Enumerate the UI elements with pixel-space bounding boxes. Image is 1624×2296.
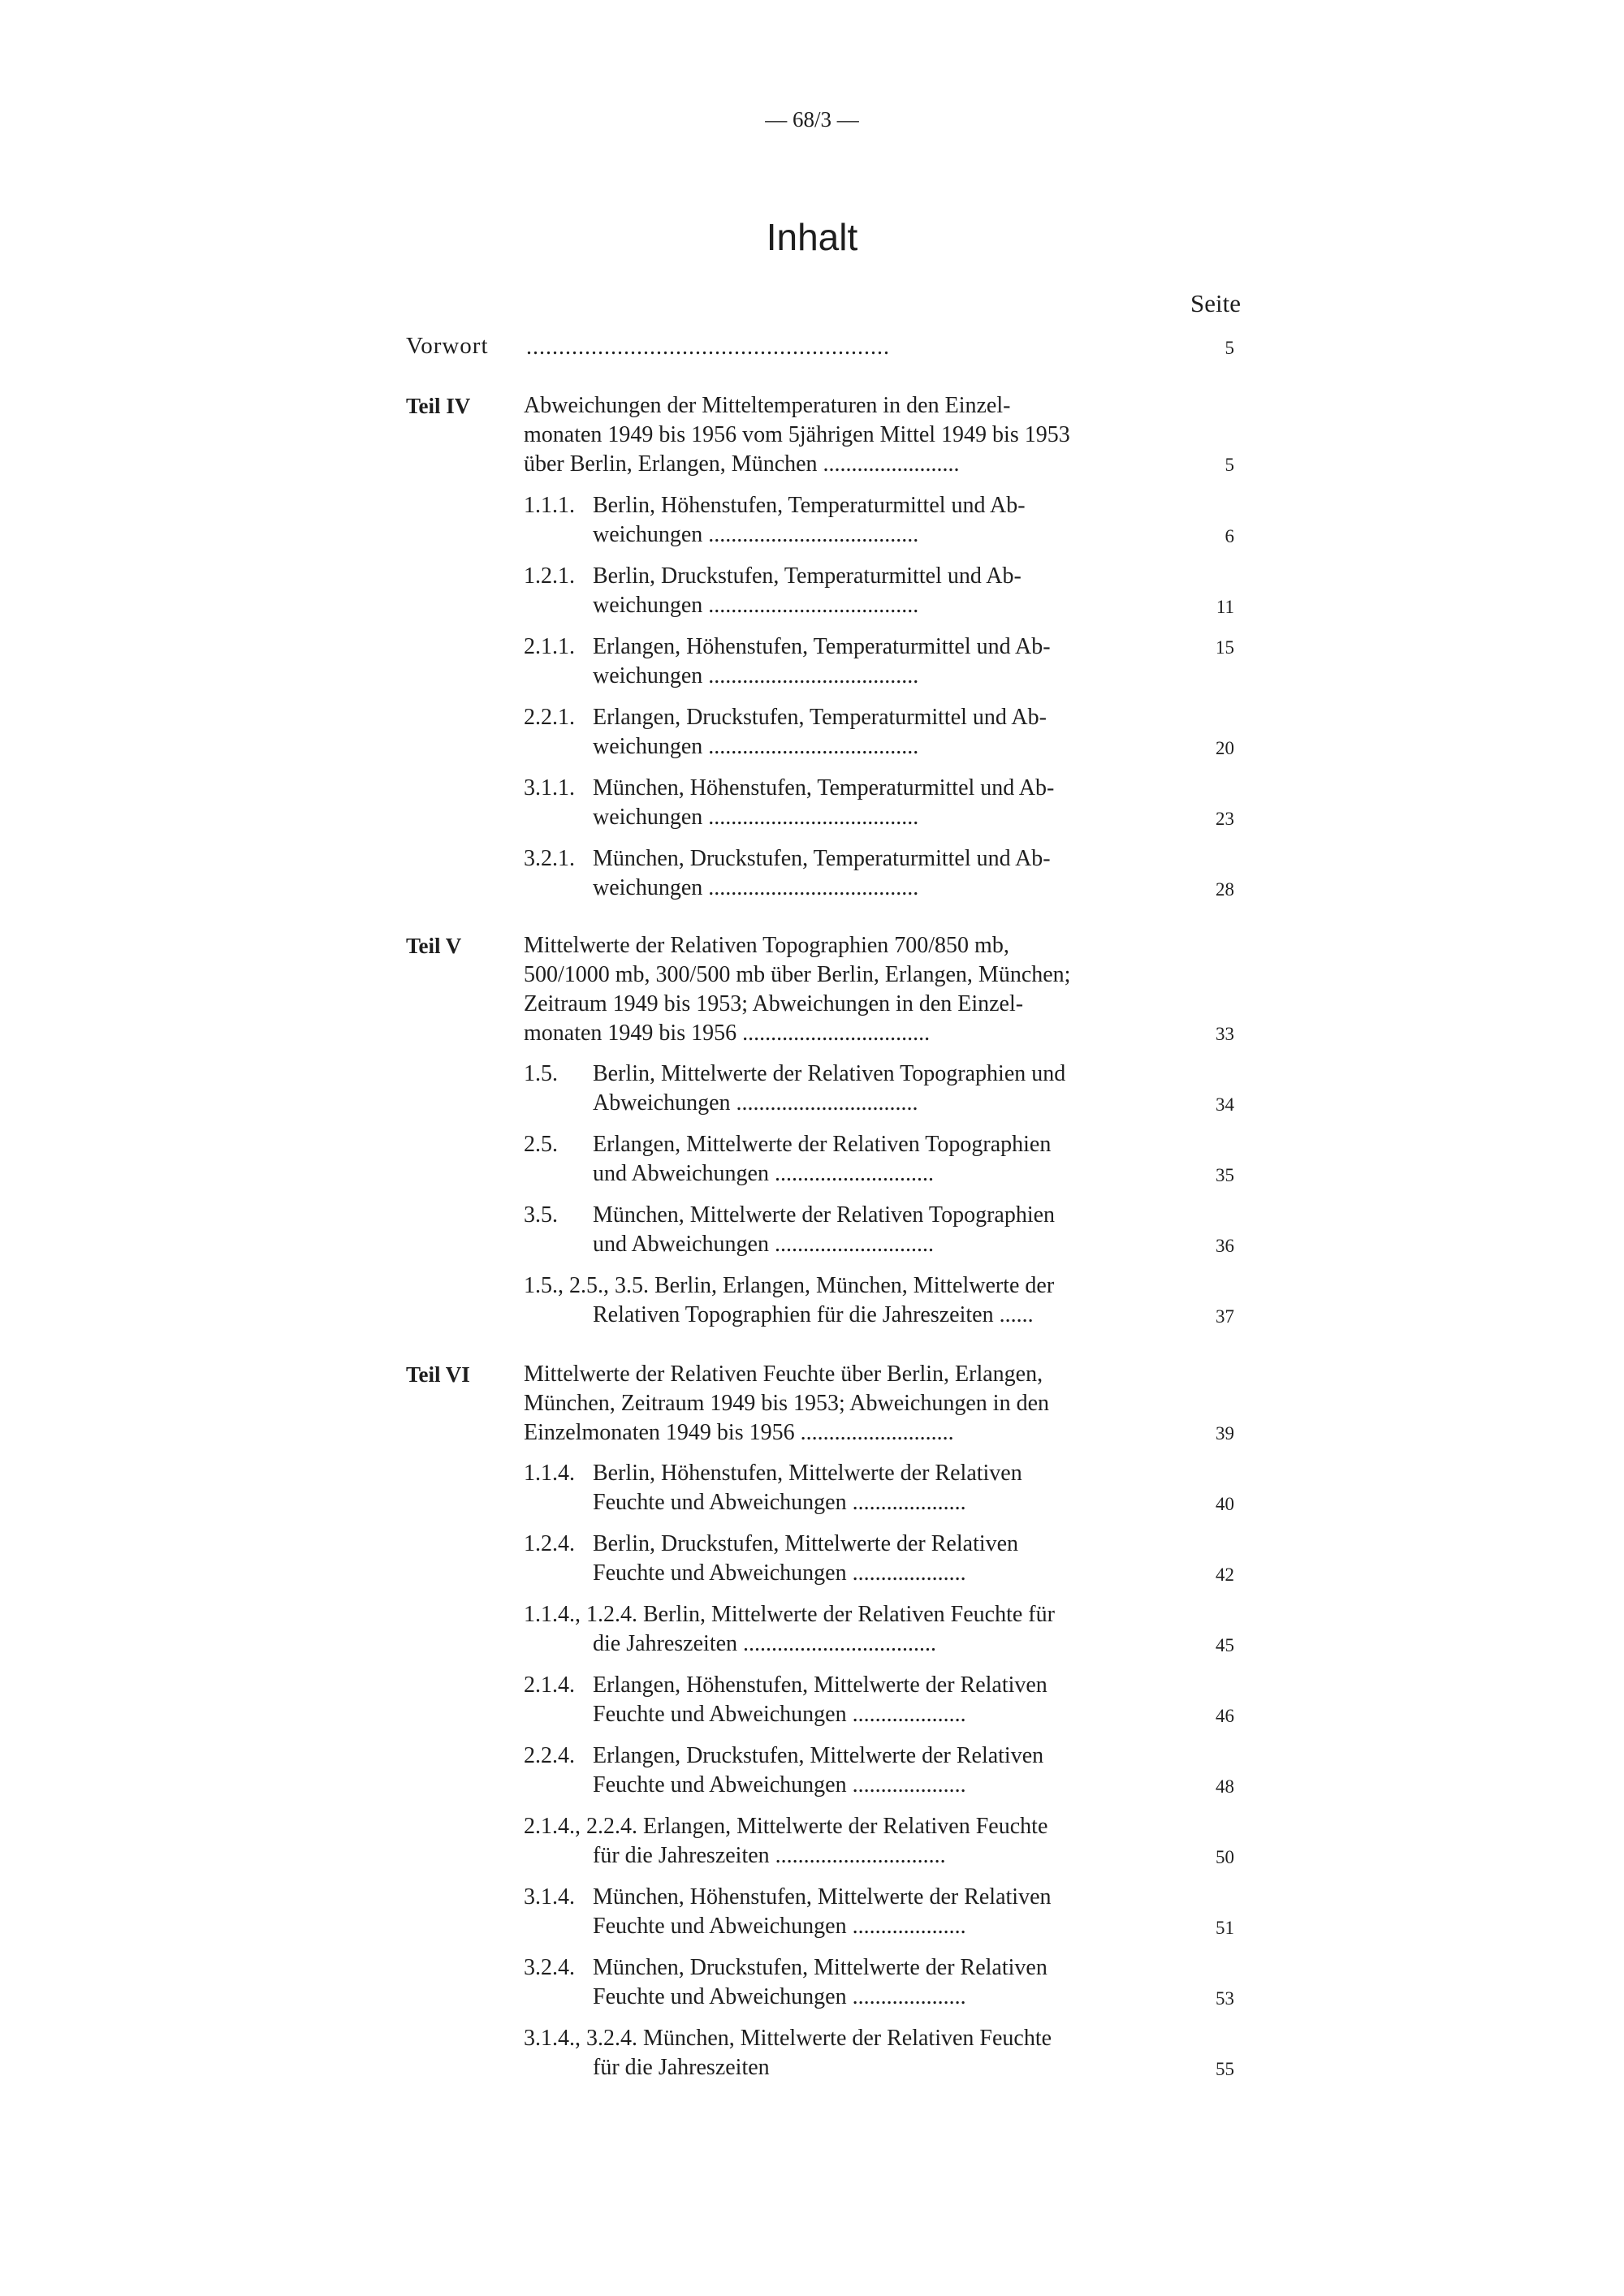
- entry-number: 2.1.4., 2.2.4.: [524, 1814, 637, 1839]
- toc-entry: [524, 491, 1194, 550]
- entry-title-cont: Feuchte und Abweichungen ....................: [593, 1984, 966, 2009]
- entry-title-cont: weichungen .....................................: [593, 805, 919, 830]
- entry-number: 1.1.1.: [524, 493, 575, 518]
- entry-title: Berlin, Druckstufen, Temperaturmittel und Ab-: [593, 563, 1021, 589]
- entry-title: München, Druckstufen, Temperaturmittel und Ab-: [593, 846, 1051, 871]
- entry-page: 6: [1224, 526, 1234, 546]
- teil-vi-page: 39: [1216, 1423, 1234, 1444]
- entry-page: 46: [1216, 1706, 1234, 1726]
- entry-title: Erlangen, Druckstufen, Temperaturmittel und Ab-: [593, 705, 1047, 730]
- entry-title: Erlangen, Mittelwerte der Relativen Topographien: [593, 1132, 1052, 1157]
- entry-title: München, Höhenstufen, Mittelwerte der Relativen: [593, 1884, 1052, 1910]
- entry-title: Berlin, Höhenstufen, Mittelwerte der Relativen: [593, 1461, 1022, 1486]
- text-line: Einzelmonaten 1949 bis 1956 ...........................: [524, 1420, 954, 1445]
- entry-title: München, Druckstufen, Mittelwerte der Relativen: [593, 1955, 1047, 1980]
- text-line: Zeitraum 1949 bis 1953; Abweichungen in den Einzel-: [524, 991, 1024, 1016]
- entry-title-cont: für die Jahreszeiten ..............................: [593, 1843, 946, 1868]
- entry-number: 2.2.1.: [524, 705, 575, 730]
- entry-number: 1.5.: [524, 1061, 558, 1086]
- toc-entry: [524, 1741, 1194, 1800]
- entry-title: Erlangen, Druckstufen, Mittelwerte der Relativen: [593, 1743, 1044, 1768]
- entry-title: München, Höhenstufen, Temperaturmittel und Ab-: [593, 775, 1055, 801]
- entry-title: Erlangen, Mittelwerte der Relativen Feuchte: [643, 1814, 1048, 1839]
- entry-title-cont: Feuchte und Abweichungen ....................: [593, 1772, 966, 1798]
- entry-number: 3.2.4.: [524, 1955, 575, 1980]
- entry-number: 1.1.4., 1.2.4.: [524, 1602, 637, 1627]
- entry-page: 28: [1216, 879, 1234, 900]
- entry-page: 37: [1216, 1306, 1234, 1327]
- entry-page: 55: [1216, 2059, 1234, 2079]
- teil-v-intro: [524, 931, 1194, 1048]
- entry-page: 36: [1216, 1236, 1234, 1256]
- entry-page: 53: [1216, 1988, 1234, 2009]
- entry-number: 3.1.1.: [524, 775, 575, 801]
- entry-title-cont: Feuchte und Abweichungen ....................: [593, 1914, 966, 1939]
- toc-entry: [524, 1130, 1194, 1189]
- entry-page: 48: [1216, 1776, 1234, 1797]
- teil-v-label: Teil V: [406, 934, 462, 958]
- text-line: Mittelwerte der Relativen Topographien 700/850 mb,: [524, 933, 1009, 958]
- entry-page: 35: [1216, 1165, 1234, 1185]
- teil-v-page: 33: [1216, 1024, 1234, 1044]
- toc-entry: [524, 1530, 1194, 1588]
- toc-entry: [524, 1201, 1194, 1259]
- entry-number: 3.2.1.: [524, 846, 575, 871]
- entry-title-cont: für die Jahreszeiten: [593, 2055, 770, 2080]
- text-line: Abweichungen der Mitteltemperaturen in den Einzel-: [524, 393, 1011, 418]
- toc-entry: [524, 2024, 1194, 2082]
- entry-title-cont: Feuchte und Abweichungen ....................: [593, 1490, 966, 1515]
- entry-number: 2.1.1.: [524, 634, 575, 659]
- entry-number: 1.2.1.: [524, 563, 575, 589]
- entry-number: 2.5.: [524, 1132, 558, 1157]
- vorwort-dots: ........................................................: [526, 334, 890, 360]
- entry-title: Erlangen, Höhenstufen, Temperaturmittel und Ab-: [593, 634, 1051, 659]
- toc-entry: [524, 703, 1194, 762]
- entry-page: 23: [1216, 809, 1234, 829]
- teil-iv-intro: [524, 391, 1194, 479]
- teil-vi-label: Teil VI: [406, 1362, 470, 1387]
- seite-column-header: Seite: [1190, 289, 1241, 317]
- toc-entry: [524, 1060, 1194, 1118]
- teil-iv-label: Teil IV: [406, 394, 471, 418]
- text-line: Mittelwerte der Relativen Feuchte über Berlin, Erlangen,: [524, 1362, 1043, 1387]
- entry-title: Berlin, Höhenstufen, Temperaturmittel und Ab-: [593, 493, 1026, 518]
- entry-title-cont: Feuchte und Abweichungen ....................: [593, 1702, 966, 1727]
- entry-number: 3.5.: [524, 1202, 558, 1228]
- toc-entry: [524, 1459, 1194, 1517]
- entry-page: 51: [1216, 1918, 1234, 1938]
- entry-page: 34: [1216, 1094, 1234, 1115]
- entry-title: Berlin, Mittelwerte der Relativen Topographien und: [593, 1061, 1066, 1086]
- toc-entry: [524, 844, 1194, 903]
- text-line: über Berlin, Erlangen, München ........................: [524, 451, 960, 477]
- entry-title-cont: und Abweichungen ............................: [593, 1161, 934, 1186]
- entry-title-cont: und Abweichungen ............................: [593, 1232, 934, 1257]
- vorwort-label: Vorwort: [406, 333, 489, 359]
- teil-vi-intro: [524, 1360, 1194, 1448]
- entry-title-cont: Feuchte und Abweichungen ....................: [593, 1560, 966, 1586]
- toc-entry: [524, 1671, 1194, 1729]
- entry-number: 2.2.4.: [524, 1743, 575, 1768]
- entry-number: 1.1.4.: [524, 1461, 575, 1486]
- vorwort-page: 5: [1224, 338, 1234, 358]
- text-line: monaten 1949 bis 1956 vom 5jährigen Mittel 1949 bis 1953: [524, 422, 1070, 447]
- text-line: 500/1000 mb, 300/500 mb über Berlin, Erlangen, München;: [524, 962, 1071, 987]
- entry-page: 42: [1216, 1564, 1234, 1585]
- toc-entry: [524, 1600, 1194, 1659]
- toc-entry: [524, 774, 1194, 832]
- entry-title-cont: weichungen .....................................: [593, 522, 919, 547]
- entry-title: München, Mittelwerte der Relativen Topographien: [593, 1202, 1056, 1228]
- entry-number: 1.5., 2.5., 3.5.: [524, 1273, 649, 1298]
- toc-entry: [524, 1271, 1194, 1330]
- teil-iv-page: 5: [1224, 455, 1234, 475]
- text-line: monaten 1949 bis 1956 .................................: [524, 1021, 931, 1046]
- entry-page: 50: [1216, 1847, 1234, 1867]
- toc-entry: [524, 1812, 1194, 1871]
- entry-title-cont: weichungen .....................................: [593, 875, 919, 900]
- entry-title: Berlin, Druckstufen, Mittelwerte der Relativen: [593, 1531, 1019, 1556]
- entry-title-cont: weichungen .....................................: [593, 663, 919, 688]
- entry-number: 1.2.4.: [524, 1531, 575, 1556]
- entry-title: München, Mittelwerte der Relativen Feuchte: [643, 2026, 1052, 2051]
- toc-entry: [524, 1953, 1194, 2012]
- entry-title-cont: Abweichungen ................................: [593, 1090, 918, 1116]
- entry-title-cont: weichungen .....................................: [593, 734, 919, 759]
- entry-number: 3.1.4.: [524, 1884, 575, 1910]
- entry-page: 20: [1216, 738, 1234, 758]
- entry-page: 45: [1216, 1635, 1234, 1655]
- page-number: — 68/3 —: [765, 107, 859, 132]
- entry-title-cont: weichungen .....................................: [593, 593, 919, 618]
- entry-page: 40: [1216, 1494, 1234, 1514]
- entry-title: Berlin, Mittelwerte der Relativen Feuchte für: [643, 1602, 1055, 1627]
- entry-title: Erlangen, Höhenstufen, Mittelwerte der Relativen: [593, 1672, 1047, 1698]
- toc-entry: [524, 1883, 1194, 1941]
- entry-number: 3.1.4., 3.2.4.: [524, 2026, 637, 2051]
- text-line: München, Zeitraum 1949 bis 1953; Abweichungen in den: [524, 1391, 1049, 1416]
- entry-title: Berlin, Erlangen, München, Mittelwerte der: [654, 1273, 1055, 1298]
- entry-title-cont: Relativen Topographien für die Jahreszeiten ......: [593, 1302, 1034, 1327]
- entry-number: 2.1.4.: [524, 1672, 575, 1698]
- page-title: Inhalt: [766, 216, 858, 258]
- entry-page: 15: [1216, 637, 1234, 658]
- entry-page: 11: [1216, 597, 1234, 617]
- entry-title-cont: die Jahreszeiten ..................................: [593, 1631, 937, 1656]
- toc-entry: [524, 632, 1194, 691]
- toc-entry: [524, 562, 1194, 620]
